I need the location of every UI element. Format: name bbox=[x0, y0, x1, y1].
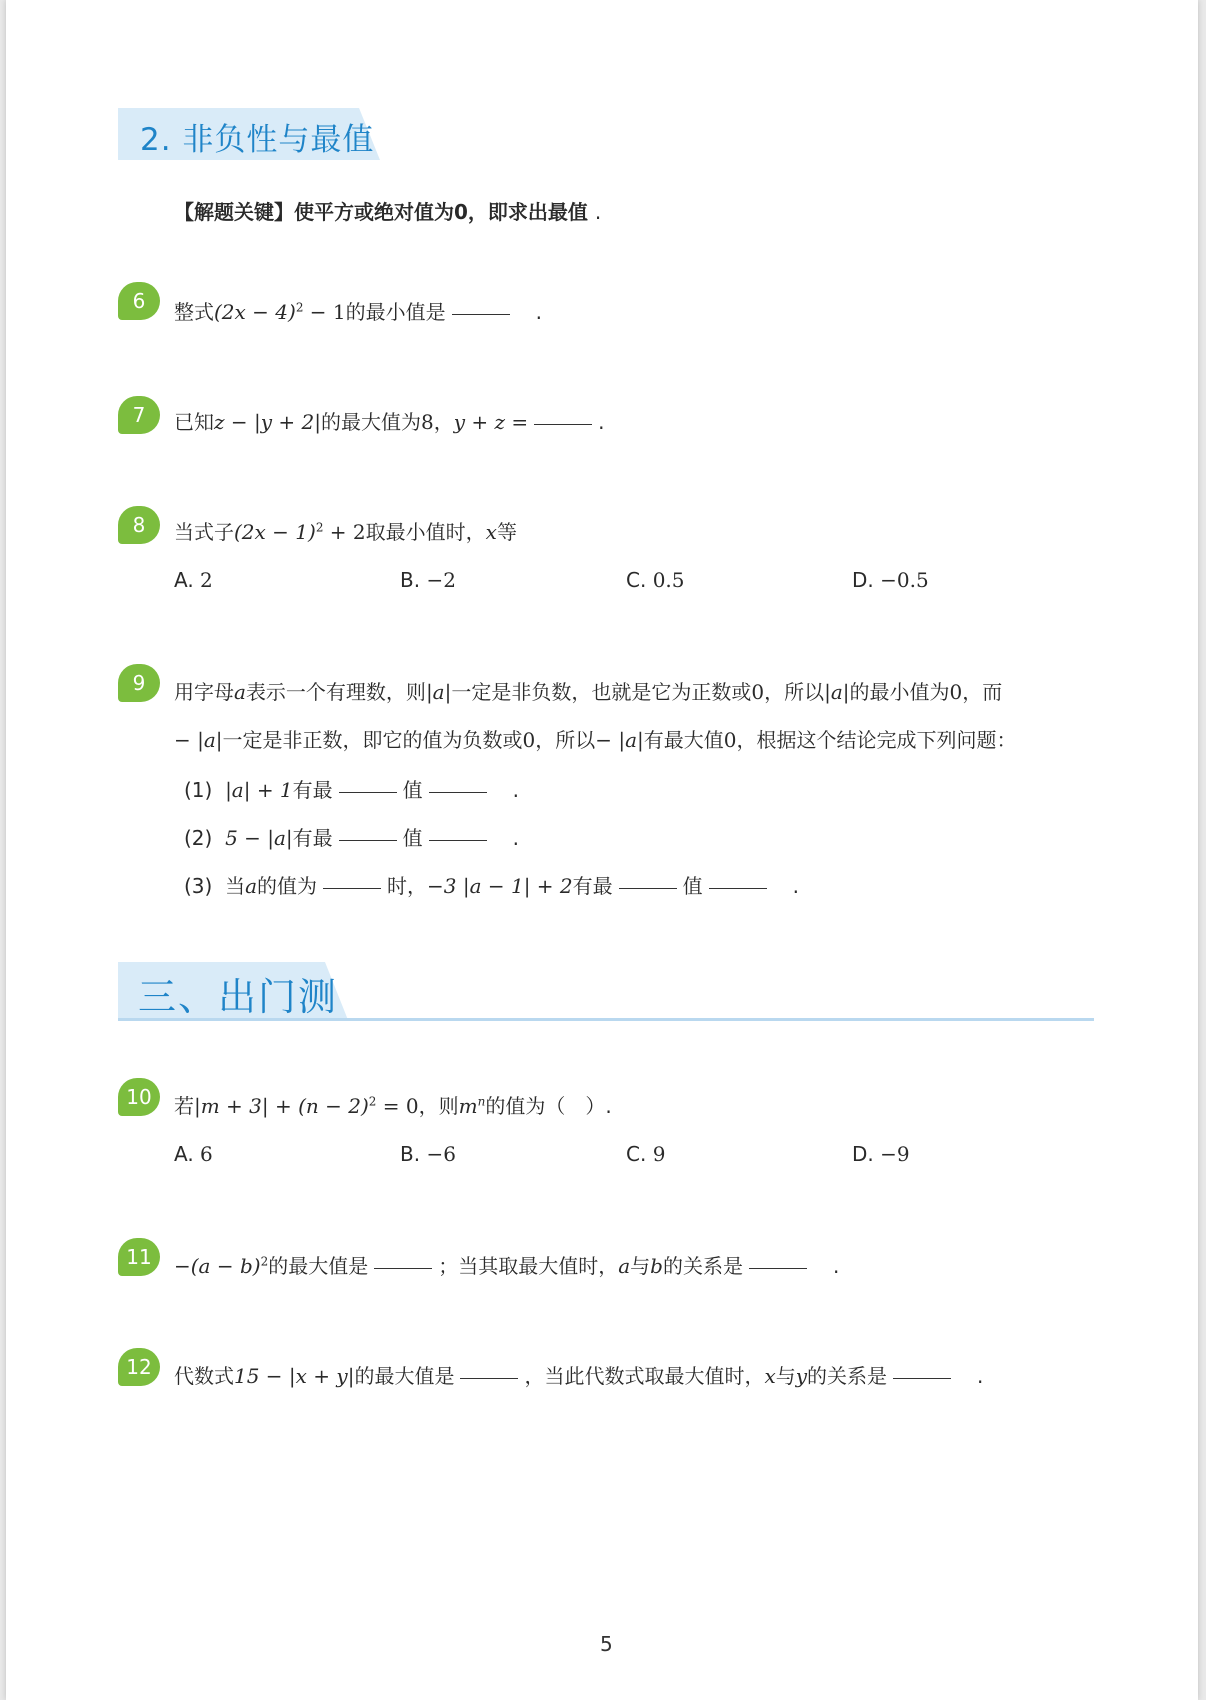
q12-expression: 15 − |x + y| bbox=[234, 1364, 355, 1388]
q9-l1-var: a bbox=[234, 680, 246, 704]
q9-l1-g: ，所以 bbox=[764, 680, 825, 704]
q7-part-c: 的最大值为 bbox=[320, 410, 421, 434]
q9-p3-blank-1[interactable] bbox=[323, 887, 381, 889]
q8-constant: + 2 bbox=[323, 520, 366, 544]
q7-expression: z − |y + 2| bbox=[214, 410, 321, 434]
q10-exponent: 2 bbox=[368, 1094, 377, 1109]
q9-p2-expression: 5 − |a| bbox=[225, 826, 293, 850]
q9-l1-a: 用字母 bbox=[174, 680, 234, 704]
q10-expression: |m + 3| + (n − 2) bbox=[194, 1094, 369, 1118]
key-note bbox=[174, 196, 601, 225]
q9-l2-a: − |a| bbox=[174, 728, 223, 752]
q8-option-d-value: −0.5 bbox=[880, 568, 929, 592]
q12-answer-blank-1[interactable] bbox=[460, 1377, 518, 1379]
question-6-badge: 6 bbox=[118, 282, 160, 320]
q9-p1-label: (1) bbox=[184, 778, 213, 802]
q6-exponent: 2 bbox=[295, 300, 304, 315]
q11-part-g: 的关系是 bbox=[662, 1254, 743, 1278]
q9-l2-d: ，所以 bbox=[535, 728, 596, 752]
q9-p3-t0: 当 bbox=[225, 874, 246, 898]
q11-part-b: 的最大值是 bbox=[268, 1254, 369, 1278]
q10-equals: = 0 bbox=[376, 1094, 419, 1118]
q9-p3-t4: 值 bbox=[682, 874, 703, 898]
q10-option-d-letter: D. bbox=[852, 1142, 874, 1166]
q12-and: 与 bbox=[775, 1364, 796, 1388]
q7-value: 8 bbox=[420, 410, 434, 434]
q7-end: . bbox=[598, 410, 605, 434]
q9-subquestion-3 bbox=[184, 870, 799, 899]
q8-expression: (2x − 1) bbox=[234, 520, 316, 544]
q11-and: 与 bbox=[630, 1254, 651, 1278]
page-number: 5 bbox=[600, 1632, 613, 1656]
q9-l2-zero2: 0 bbox=[723, 728, 737, 752]
q10-option-b-value: −6 bbox=[426, 1142, 456, 1166]
q9-subquestion-1 bbox=[184, 774, 519, 803]
q10-option-d[interactable] bbox=[852, 1142, 910, 1166]
q9-l2-abs: − |a| bbox=[595, 728, 644, 752]
q8-variable: x bbox=[485, 520, 497, 544]
q9-subquestion-2 bbox=[184, 822, 519, 851]
key-note-text: 使平方或绝对值为0，即求出最值 bbox=[294, 200, 588, 224]
section3-title: 三、出门测 bbox=[138, 975, 339, 1019]
q6-part-d: 的最小值是 bbox=[345, 300, 446, 324]
key-note-end: . bbox=[594, 200, 602, 224]
q9-p1-t1: 有最 bbox=[292, 778, 333, 802]
q9-p3-blank-3[interactable] bbox=[709, 887, 767, 889]
q10-part-f: 的值为（ ）. bbox=[485, 1094, 612, 1118]
q8-option-d[interactable] bbox=[852, 568, 929, 592]
q10-base: m bbox=[458, 1094, 478, 1118]
q11-var-a: a bbox=[618, 1254, 631, 1278]
q9-p1-t2: 值 bbox=[402, 778, 423, 802]
q9-l2-b: 一定是非正数，即它的值为负数或 bbox=[222, 728, 523, 752]
q9-p1-blank-2[interactable] bbox=[429, 791, 487, 793]
q10-option-b[interactable] bbox=[400, 1142, 456, 1166]
q9-l1-abs2: |a| bbox=[824, 680, 850, 704]
q11-answer-blank-2[interactable] bbox=[749, 1267, 807, 1269]
q9-p3-end: . bbox=[792, 874, 799, 898]
q10-option-c[interactable] bbox=[626, 1142, 665, 1166]
q6-answer-blank[interactable] bbox=[452, 313, 510, 315]
q10-option-a[interactable] bbox=[174, 1142, 213, 1166]
question-11-badge: 11 bbox=[118, 1238, 160, 1276]
q9-p2-label: (2) bbox=[184, 826, 213, 850]
q9-p2-t1: 有最 bbox=[292, 826, 333, 850]
q8-option-a-value: 2 bbox=[200, 568, 213, 592]
question-10-text bbox=[174, 1090, 612, 1119]
q8-part-f: 等 bbox=[496, 520, 517, 544]
q7-comma: ， bbox=[433, 410, 454, 434]
q10-part-d: ，则 bbox=[418, 1094, 459, 1118]
q10-option-c-letter: C. bbox=[626, 1142, 647, 1166]
q9-p3-blank-2[interactable] bbox=[619, 887, 677, 889]
q10-option-a-letter: A. bbox=[174, 1142, 194, 1166]
q6-part-a: 整式 bbox=[174, 300, 214, 324]
question-12-badge: 12 bbox=[118, 1348, 160, 1386]
q8-option-d-letter: D. bbox=[852, 568, 874, 592]
question-12-text bbox=[174, 1360, 983, 1389]
q9-l2-f: 有最大值 bbox=[643, 728, 724, 752]
q9-p3-var: a bbox=[245, 874, 257, 898]
q9-p2-blank-2[interactable] bbox=[429, 839, 487, 841]
q11-part-c: ；当其取最大值时， bbox=[438, 1254, 619, 1278]
q8-option-b-value: −2 bbox=[426, 568, 456, 592]
q12-answer-blank-2[interactable] bbox=[893, 1377, 951, 1379]
q7-answer-blank[interactable] bbox=[534, 423, 592, 425]
q8-part-d: 取最小值时， bbox=[365, 520, 486, 544]
question-6-text bbox=[174, 296, 542, 325]
q10-option-a-value: 6 bbox=[200, 1142, 213, 1166]
question-9-line-1 bbox=[174, 676, 1002, 705]
q12-end: . bbox=[977, 1364, 984, 1388]
q12-var-y: y bbox=[795, 1364, 808, 1388]
q8-option-c-value: 0.5 bbox=[652, 568, 685, 592]
question-10-badge: 10 bbox=[118, 1078, 160, 1116]
q8-option-c[interactable] bbox=[626, 568, 685, 592]
q9-l1-abs: |a| bbox=[425, 680, 452, 704]
q8-fade-overlay bbox=[518, 520, 628, 542]
q11-end: . bbox=[832, 1254, 840, 1278]
question-9-line-2 bbox=[174, 724, 1017, 753]
q9-p3-expression: −3 |a − 1| + 2 bbox=[427, 874, 573, 898]
q8-option-c-letter: C. bbox=[626, 568, 647, 592]
q12-var-x: x bbox=[764, 1364, 776, 1388]
q11-exponent: 2 bbox=[260, 1254, 269, 1269]
q11-var-b: b bbox=[650, 1254, 663, 1278]
q12-part-a: 代数式 bbox=[174, 1364, 234, 1388]
q6-constant: − 1 bbox=[303, 300, 346, 324]
q9-l1-i: 的最小值为 bbox=[849, 680, 950, 704]
q10-option-b-letter: B. bbox=[400, 1142, 421, 1166]
q9-p3-t2: 时， bbox=[387, 874, 427, 898]
q9-p3-t3: 有最 bbox=[572, 874, 613, 898]
q8-part-a: 当式子 bbox=[174, 520, 234, 544]
q9-p3-t1: 的值为 bbox=[257, 874, 317, 898]
q9-p3-label: (3) bbox=[184, 874, 213, 898]
q9-l2-h: ，根据这个结论完成下列问题： bbox=[736, 728, 1017, 752]
q9-p1-expression: |a| + 1 bbox=[225, 778, 293, 802]
q11-expression: −(a − b) bbox=[174, 1254, 261, 1278]
q11-answer-blank-1[interactable] bbox=[374, 1267, 432, 1269]
section2-title: 2. 非负性与最值 bbox=[140, 122, 375, 158]
q10-option-c-value: 9 bbox=[652, 1142, 666, 1166]
q9-p1-end: . bbox=[512, 778, 520, 802]
q7-part-a: 已知 bbox=[174, 410, 214, 434]
question-7-text bbox=[174, 406, 605, 435]
q9-l1-c: 表示一个有理数，则 bbox=[245, 680, 426, 704]
q9-p2-end: . bbox=[512, 826, 520, 850]
q9-p2-t2: 值 bbox=[402, 826, 423, 850]
q12-part-d: ，当此代数式取最大值时， bbox=[524, 1364, 765, 1388]
question-11-text bbox=[174, 1250, 839, 1279]
q9-l1-zero: 0 bbox=[751, 680, 765, 704]
q10-part-a: 若 bbox=[174, 1094, 194, 1118]
key-note-bracket: 【解题关键】 bbox=[174, 200, 294, 224]
q9-p2-blank-1[interactable] bbox=[339, 839, 397, 841]
q8-option-a[interactable] bbox=[174, 568, 213, 592]
q9-l2-zero: 0 bbox=[522, 728, 536, 752]
question-9-badge: 9 bbox=[118, 664, 160, 702]
q8-option-b[interactable] bbox=[400, 568, 456, 592]
question-8-text bbox=[174, 516, 517, 545]
question-8-badge: 8 bbox=[118, 506, 160, 544]
worksheet-page bbox=[6, 0, 1198, 1700]
q9-l1-e: 一定是非负数，也就是它为正数或 bbox=[451, 680, 752, 704]
q8-option-a-letter: A. bbox=[174, 568, 194, 592]
q8-option-b-letter: B. bbox=[400, 568, 421, 592]
q7-target: y + z = bbox=[453, 410, 529, 434]
question-7-badge: 7 bbox=[118, 396, 160, 434]
q12-part-c: 的最大值是 bbox=[354, 1364, 455, 1388]
q9-p1-blank-1[interactable] bbox=[339, 791, 397, 793]
q10-power: n bbox=[477, 1094, 486, 1109]
q9-l1-zero2: 0 bbox=[949, 680, 963, 704]
q12-part-h: 的关系是 bbox=[807, 1364, 888, 1388]
q8-exponent: 2 bbox=[315, 520, 324, 535]
q6-expression: (2x − 4) bbox=[214, 300, 296, 324]
q10-option-d-value: −9 bbox=[880, 1142, 910, 1166]
q6-end: . bbox=[535, 300, 543, 324]
q9-l1-k: ，而 bbox=[962, 680, 1003, 704]
